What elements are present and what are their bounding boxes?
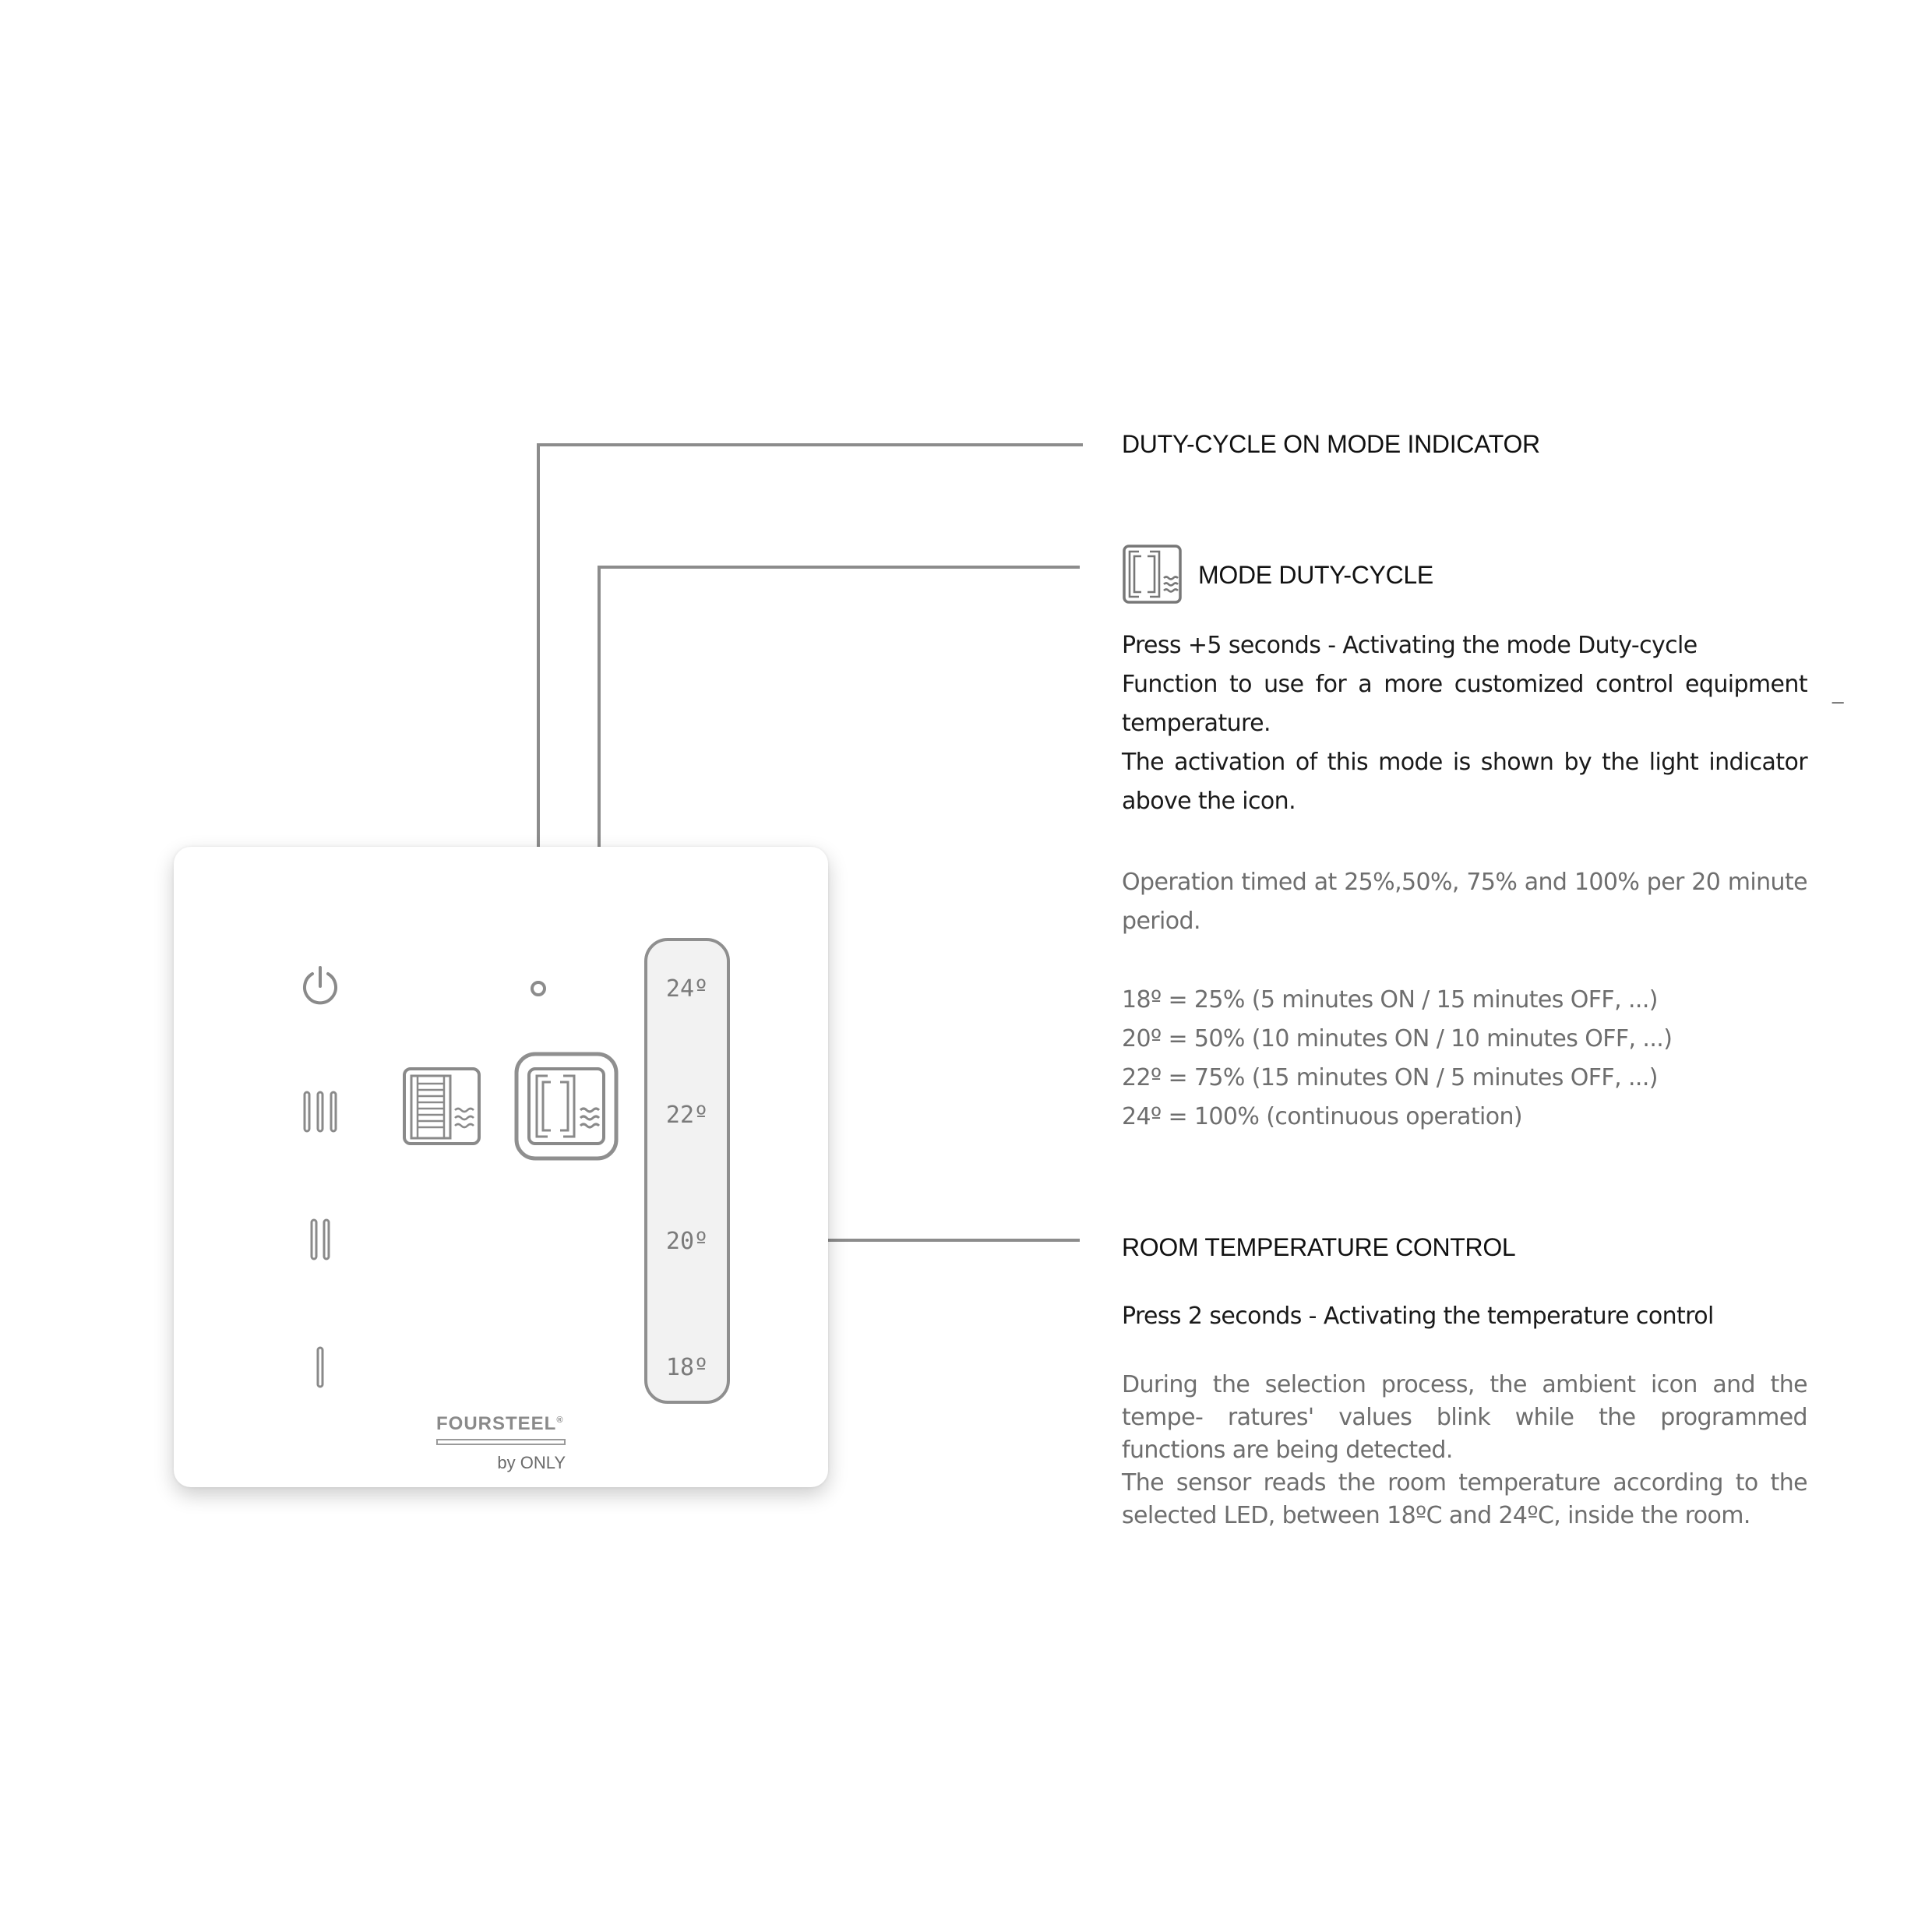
temp-label-18[interactable]: 18º (665, 1354, 709, 1381)
duty-cycle-mode-button[interactable] (513, 1051, 619, 1163)
brand-logo (436, 1410, 567, 1473)
level-1-icon[interactable] (298, 1345, 342, 1390)
mode-description (1122, 626, 1807, 821)
mode-press-instruction: Press +5 seconds - Activating the mode Duty-cycle (1122, 632, 1698, 659)
mode-activation-text: The activation of this mode is shown by the light indicator above the icon. (1122, 749, 1807, 815)
brand-underline (436, 1439, 566, 1445)
level-2-icon[interactable] (298, 1217, 342, 1262)
temperature-slider[interactable] (644, 938, 730, 1404)
duty-cycle-indicator-led (525, 975, 552, 1002)
brand-name: FOURSTEEL® (436, 1413, 564, 1434)
mode-function-text: Function to use for a more customized control equipment temperature. (1122, 671, 1807, 737)
level-item: 18º = 25% (5 minutes ON / 15 minutes OFF, ...) (1122, 986, 1658, 1014)
towel-rail-mode-icon[interactable] (402, 1066, 481, 1148)
room-press-instruction: Press 2 seconds - Activating the temperature control (1122, 1303, 1714, 1330)
room-selection-text: During the selection process, the ambient icon and the tempe- ratures' values blink while the programmed functions are being detected. (1122, 1371, 1807, 1464)
registered-mark: ® (556, 1416, 564, 1425)
temp-label-20[interactable]: 20º (665, 1228, 709, 1255)
level-item: 20º = 50% (10 minutes ON / 10 minutes OFF, ...) (1122, 1025, 1673, 1052)
stray-dash: _ (1832, 681, 1844, 704)
indicator-heading: DUTY-CYCLE ON MODE INDICATOR (1122, 430, 1540, 458)
duty-cycle-levels (1122, 981, 1807, 1137)
power-icon[interactable] (298, 964, 342, 1011)
mode-heading: MODE DUTY-CYCLE (1198, 561, 1433, 589)
duty-cycle-icon (1122, 544, 1183, 605)
level-3-icon[interactable] (298, 1089, 342, 1134)
room-heading: ROOM TEMPERATURE CONTROL (1122, 1233, 1516, 1261)
control-panel (174, 847, 828, 1487)
temp-label-24[interactable]: 24º (665, 975, 709, 1003)
temp-label-22[interactable]: 22º (665, 1102, 709, 1129)
level-item: 24º = 100% (continuous operation) (1122, 1103, 1522, 1130)
room-sensor-text: The sensor reads the room temperature according to the selected LED, between 18ºC and 24ºC, inside the room. (1122, 1469, 1807, 1529)
level-item: 22º = 75% (15 minutes ON / 5 minutes OFF, ...) (1122, 1064, 1658, 1091)
operation-text: Operation timed at 25%,50%, 75% and 100% per 20 minute period. (1122, 869, 1807, 935)
brand-by-line: by ONLY (497, 1453, 566, 1472)
room-description (1122, 1369, 1807, 1532)
